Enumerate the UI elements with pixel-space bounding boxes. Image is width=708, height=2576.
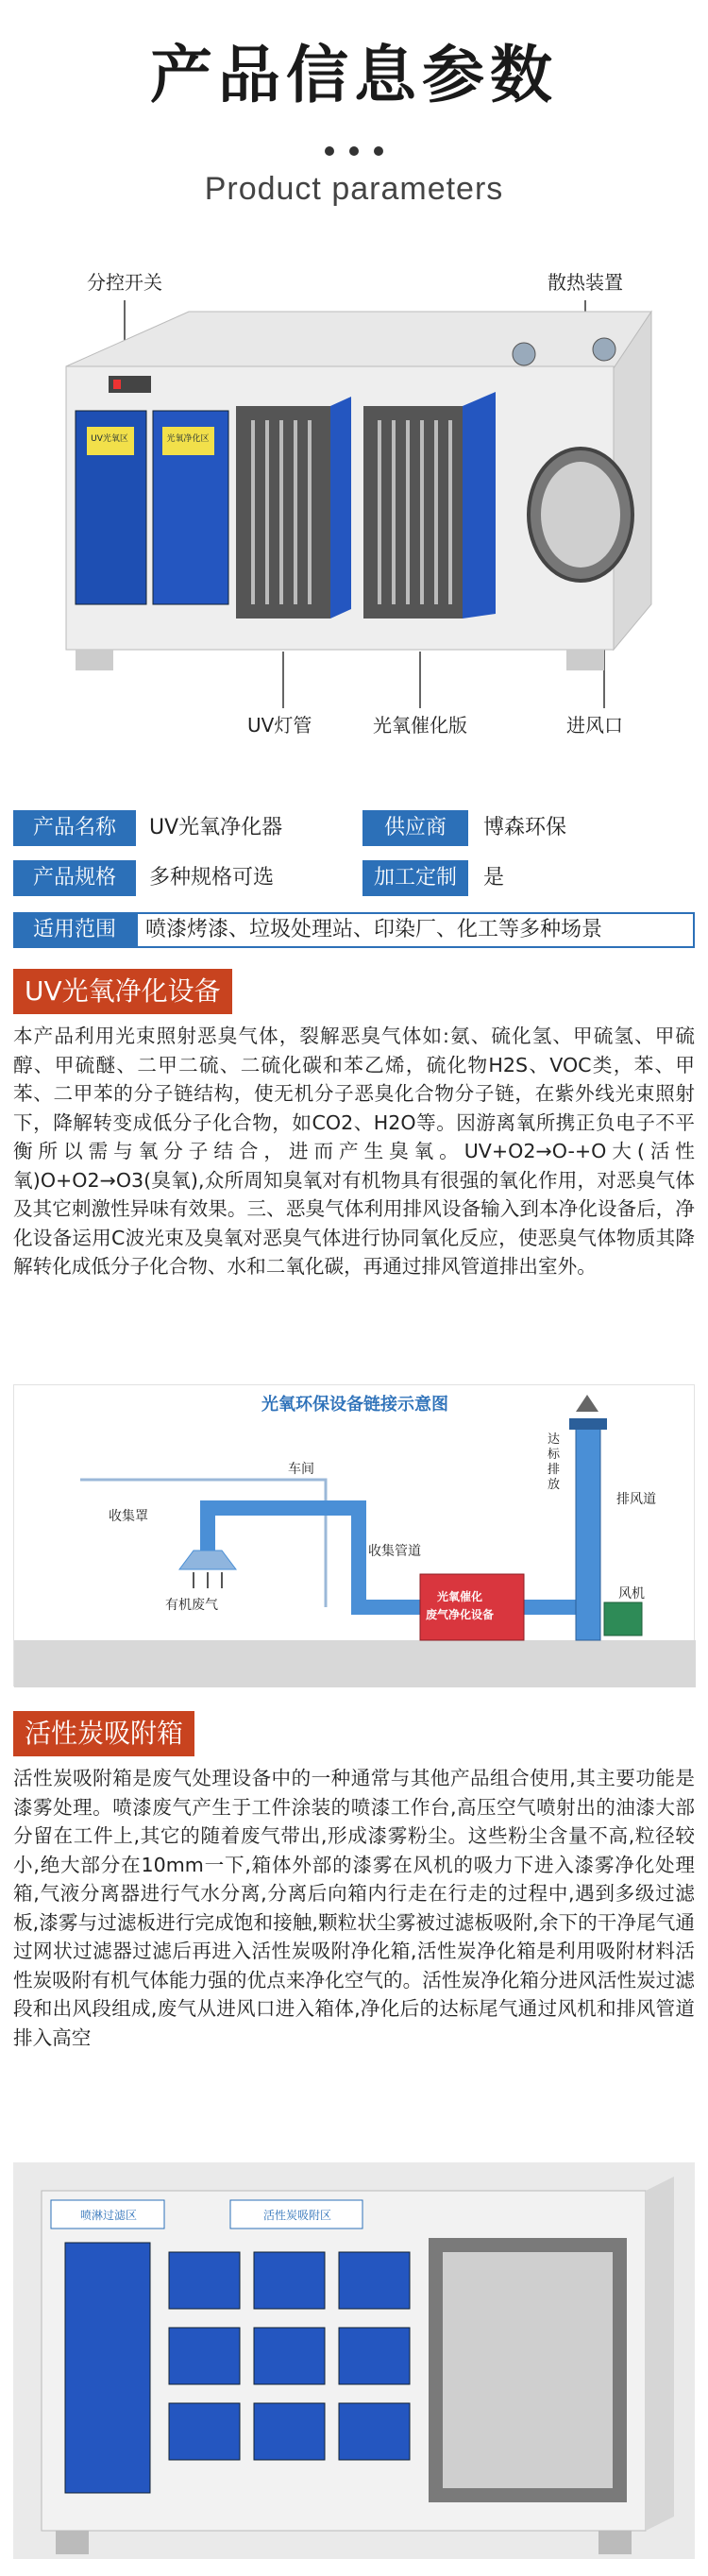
diagram-label-organic-gas: 有机废气 — [165, 1598, 218, 1613]
spec-label-supplier: 供应商 — [362, 810, 468, 846]
uv-purifier-photo — [0, 255, 708, 784]
callout-air-inlet: 进风口 — [566, 714, 623, 737]
diagram-label-exhaust-duct: 排风道 — [616, 1492, 656, 1507]
spec-label-size: 产品规格 — [13, 860, 136, 896]
callout-split-switch: 分控开关 — [87, 271, 162, 294]
spec-label-scope: 适用范围 — [13, 912, 136, 948]
page-subtitle: Product parameters — [204, 171, 504, 207]
section-heading-carbon: 活性炭吸附箱 — [13, 1711, 194, 1756]
panel-label-uv-zone: UV光氧区 — [91, 434, 128, 444]
page-title: 产品信息参数 — [150, 39, 558, 111]
panel-label-carbon: 活性炭吸附区 — [262, 2209, 331, 2222]
diagram-title: 光氧环保设备链接示意图 — [261, 1395, 448, 1415]
panel-label-purify-zone: 光氧净化区 — [166, 434, 210, 444]
diagram-label-device-2: 废气净化设备 — [426, 1608, 495, 1621]
spec-value-custom: 是 — [483, 866, 505, 890]
section-paragraph-carbon: 活性炭吸附箱是废气处理设备中的一种通常与其他产品组合使用,其主要功能是漆雾处理。喷漆废气产生于工件涂装的喷漆工作台,高压空气喷射出的油漆大部分留在工件上,其它的随着废气带出,形成漆雾粉尘。这些粉尘含量不高,粒径较小,绝大部分在10mm一下,箱体外部的漆雾在风机的吸力下进入漆雾净化处理箱,气液分离器进行气水分离,分离后向箱内行走在行走的过程中,遇到多级过滤板,漆雾与过滤板进行完成饱和接触,颗粒状尘雾被过滤板吸附,余下的干净尾气通过网状过滤器过滤后再进入活性炭吸附净化箱,活性炭净化箱是利用吸附材料活性炭吸附有机气体能力强的优点来净化空气的。活性炭净化箱分进风活性炭过滤段和出风段组成,废气从进风口进入箱体,净化后的达标尾气通过风机和排风管道排入高空 — [13, 1767, 695, 2049]
process-diagram-illustration — [14, 1385, 696, 1687]
panel-label-spray: 喷淋过滤区 — [79, 2209, 137, 2222]
diagram-label-workshop: 车间 — [288, 1462, 314, 1477]
diagram-label-stack: 达标排放 — [548, 1432, 561, 1492]
spec-value-name: UV光氧净化器 — [149, 816, 283, 839]
title-dots — [325, 146, 383, 158]
callout-uv-lamp: UV灯管 — [247, 714, 312, 737]
uv-purifier-illustration — [0, 255, 708, 784]
callout-photo-catalyst: 光氧催化版 — [373, 714, 467, 737]
carbon-box-photo — [13, 2162, 695, 2559]
diagram-label-fan: 风机 — [618, 1586, 645, 1602]
spec-value-size: 多种规格可选 — [149, 866, 275, 890]
section-paragraph-uv: 本产品利用光束照射恶臭气体，裂解恶臭气体如:氨、硫化氢、甲硫氢、甲硫醇、甲硫醚、二甲二硫、二硫化碳和苯乙烯，硫化物H2S、VOC类，苯、甲苯、二甲苯的分子链结构，使无机分子恶臭化合物分子链，在紫外线光束照射下，降解转变成低分子化合物，如CO2、H2O等。因游离氧所携正负电子不平衡所以需与氧分子结合，进而产生臭氧。UV+O2→O-+O大(活性氧)O+O2→O3(臭氧),众所周知臭氧对有机物具有很强的氧化作用，对恶臭气体及其它刺激性异味有效果。三、恶臭气体利用排风设备输入到本净化设备后，净化设备运用C波光束及臭氧对恶臭气体进行协同氧化反应，使恶臭气体物质其降解转化成低分子化合物、水和二氧化碳，再通过排风管道排出室外。 — [13, 1025, 695, 1278]
diagram-label-device-1: 光氧催化 — [437, 1590, 483, 1603]
spec-value-scope: 喷漆烤漆、垃圾处理站、印染厂、化工等多种场景 — [136, 912, 695, 948]
spec-table — [13, 810, 695, 952]
spec-label-custom: 加工定制 — [362, 860, 468, 896]
diagram-label-duct: 收集管道 — [368, 1544, 421, 1559]
callout-cooling: 散热装置 — [548, 271, 623, 294]
spec-value-supplier: 博森环保 — [483, 816, 567, 839]
section-heading-uv: UV光氧净化设备 — [13, 969, 232, 1014]
process-diagram — [13, 1384, 695, 1686]
diagram-label-hood: 收集罩 — [109, 1509, 148, 1524]
spec-label-name: 产品名称 — [13, 810, 136, 846]
